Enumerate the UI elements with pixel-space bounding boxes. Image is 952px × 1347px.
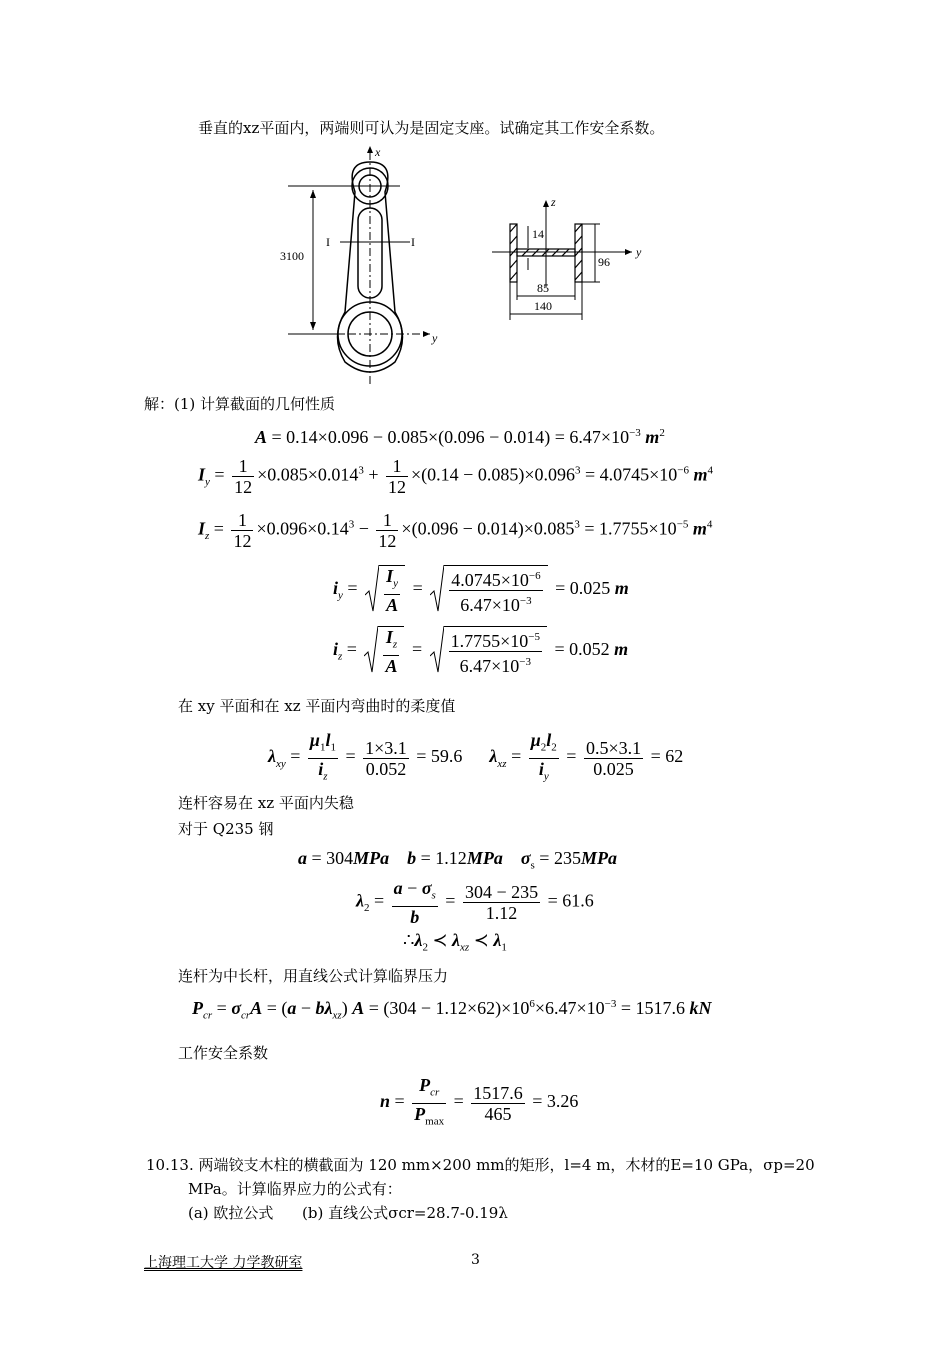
safety-text: 工作安全系数	[178, 1044, 269, 1062]
eq-lambda2: $\lambda_2$ = $\frac{a - \sigma_s}{b}$ = $\frac{304 - 235}{1.12}$ = 61.6	[356, 878, 594, 927]
dim-inner-label: 85	[537, 281, 549, 295]
dim-height-label: 96	[598, 255, 610, 269]
material-text: 对于 Q235 钢	[178, 820, 274, 838]
connecting-rod-diagram	[288, 146, 430, 387]
rod-length-label: 3100	[280, 249, 304, 263]
unstable-text: 连杆容易在 xz 平面内失稳	[178, 794, 354, 812]
solution-step1: 解：(1) 计算截面的几何性质	[144, 395, 336, 413]
section-mark-left: I	[326, 235, 330, 249]
eq-safety-factor: n = $\frac{P_{cr}}{P_{max}}$ = $\frac{1517.6}{465}$ = 3.26	[380, 1075, 579, 1128]
rod-axis-x-label: x	[375, 145, 381, 159]
eq-inequality: $\therefore\lambda_2$ ≺ $\lambda_{xz}$ ≺ $\lambda_1$	[403, 930, 507, 954]
option-a: (a) 欧拉公式	[188, 1204, 274, 1222]
section-axis-z-label: z	[551, 195, 556, 209]
problem-options	[188, 1202, 508, 1223]
option-b: (b) 直线公式σcr=28.7-0.19λ	[302, 1204, 508, 1222]
problem-number: 10.13.	[146, 1156, 194, 1174]
dim-web-label: 14	[532, 227, 544, 241]
slenderness-text: 在 xy 平面和在 xz 平面内弯曲时的柔度值	[178, 697, 456, 715]
dim-width-label: 140	[534, 299, 552, 313]
eq-iy: $i_y$ = $\frac{I_y}{A}$ = $\frac{4.0745\times 10^{-6}}{6.47\times 10^{-3}}$ = 0.025 m	[333, 566, 629, 615]
problem-text1: 两端铰支木柱的横截面为 120 mm×200 mm的矩形，l=4 m，木材的E=10 GPa，σp=20	[198, 1156, 815, 1174]
problem-line1	[146, 1154, 815, 1175]
rod-axis-y-label: y	[432, 331, 438, 345]
eq-Iz: $I_z$ = $\frac{1}{12}$ $\times 0.096\times 0.14^3$ − $\frac{1}{12}$ $\times(0.096 - 0.014)\times 0.085^3 = 1.7755\times 10^{-5}$ $m^4$	[198, 510, 713, 551]
problem-text2: MPa。计算临界应力的公式有：	[188, 1180, 402, 1198]
eq-iz: $i_z$ = $\frac{I_z}{A}$ = $\frac{1.7755\times 10^{-5}}{6.47\times 10^{-3}}$ = 0.052 m	[333, 627, 629, 676]
eq-material-constants: a = 304MPa b = 1.12MPa $\sigma_s = 235MPa$	[298, 848, 617, 872]
eq-Iy: $I_y$ = $\frac{1}{12}$ $\times 0.085\times 0.014^3$ + $\frac{1}{12}$ $\times(0.14 - 0.085)\times 0.096^3 = 4.0745\times 10^{-6}$ $m^4$	[198, 456, 714, 497]
i-section-diagram	[492, 200, 632, 320]
eq-area: $A = 0.14\times 0.096 - 0.085\times(0.096 - 0.014) = 6.47\times 10^{-3}$ $m^2$	[255, 427, 665, 447]
footer-institution: 上海理工大学 力学教研室	[144, 1255, 303, 1271]
footer-page-number: 3	[471, 1252, 480, 1268]
figure	[270, 142, 670, 392]
section-axis-y-label: y	[636, 245, 642, 259]
medium-text: 连杆为中长杆，用直线公式计算临界压力	[178, 967, 449, 985]
section-mark-right: I	[411, 235, 415, 249]
eq-pcr: $P_{cr} = \sigma_{cr}A = (a - b\lambda_{xz}) A = (304 - 1.12\times 62)\times 10^6\times 6.47\times 10^{-3} = 1517.6$ kN	[192, 998, 712, 1022]
intro-text: 垂直的xz平面内，两端则可认为是固定支座。试确定其工作安全系数。	[198, 119, 665, 137]
eq-lambda: $\lambda_{xy}$ = $\frac{\mu_1l_1}{i_z}$ = $\frac{1\times 3.1}{0.052}$ = 59.6 $\lambda_{xz}$ = $\frac{\mu_2l_2}{i_y}$ = $\frac{0.5\times 3.1}{0.025}$ = 62	[268, 730, 684, 783]
